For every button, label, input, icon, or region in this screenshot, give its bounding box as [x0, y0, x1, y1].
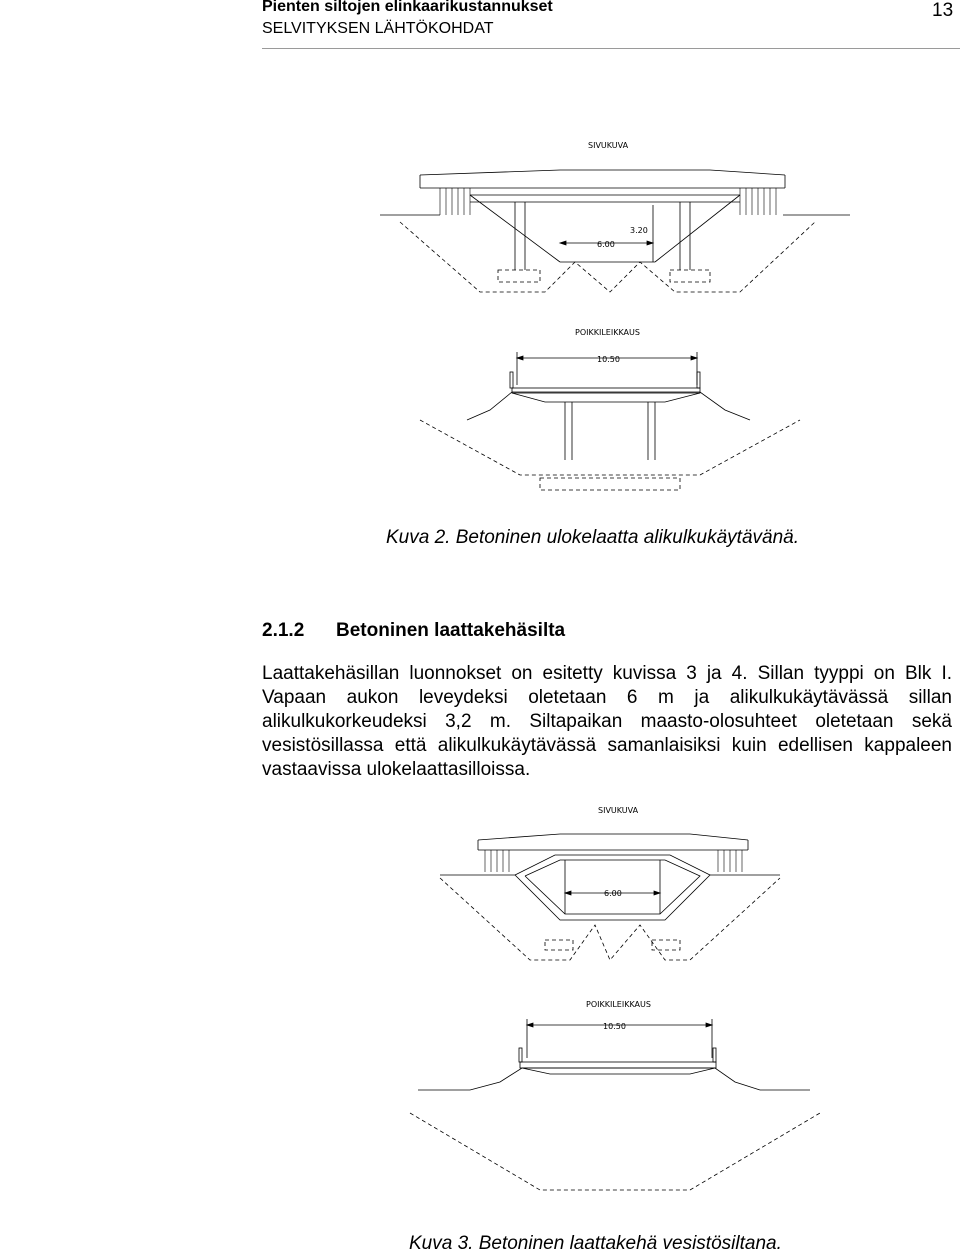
figure2-caption: Kuva 3. Betoninen laattakehä vesistösiltana. — [409, 1233, 782, 1254]
figure1-section-label: POIKKILEIKKAUS — [575, 328, 640, 337]
running-header-subtitle: SELVITYKSEN LÄHTÖKOHDAT — [262, 20, 494, 37]
figure2-span-dimension: 6.00 — [604, 889, 622, 898]
section-title: Betoninen laattakehäsilta — [336, 620, 566, 641]
section-number: 2.1.2 — [262, 620, 305, 641]
figure1-height-dimension: 3.20 — [630, 226, 648, 235]
running-header-title: Pienten siltojen elinkaarikustannukset — [262, 0, 553, 15]
figure2-width-dimension: 10.50 — [603, 1022, 626, 1031]
figure1-side-view-drawing — [0, 120, 960, 310]
figure2-cross-section-drawing — [0, 990, 960, 1230]
figure1-width-dimension: 10.50 — [597, 355, 620, 364]
header-rule — [262, 48, 960, 49]
figure2-side-view-drawing — [0, 795, 960, 980]
page-number: 13 — [932, 0, 954, 21]
body-paragraph: Laattakehäsillan luonnokset on esitetty kuvissa 3 ja 4. Sillan tyyppi on Blk I. Vapaan aukon leveydeksi oletetaan 6 m ja alikulkukäytävässä sillan alikulkukorkeudeksi 3,2 m. Siltapaikan maasto-olosuhteet oletetaan sekä vesistösillassa että alikulkukäytävässä samanlaisiksi kuin edellisen kappaleen vastaavissa ulokelaattasilloissa. — [262, 663, 952, 780]
figure1-side-label: SIVUKUVA — [588, 141, 629, 150]
figure1-caption: Kuva 2. Betoninen ulokelaatta alikulkukäytävänä. — [386, 527, 799, 548]
figure1-cross-section-drawing — [0, 320, 960, 505]
figure2-section-label: POIKKILEIKKAUS — [586, 1000, 651, 1009]
figure2-side-label: SIVUKUVA — [598, 806, 639, 815]
figure1-span-dimension: 6.00 — [597, 240, 615, 249]
